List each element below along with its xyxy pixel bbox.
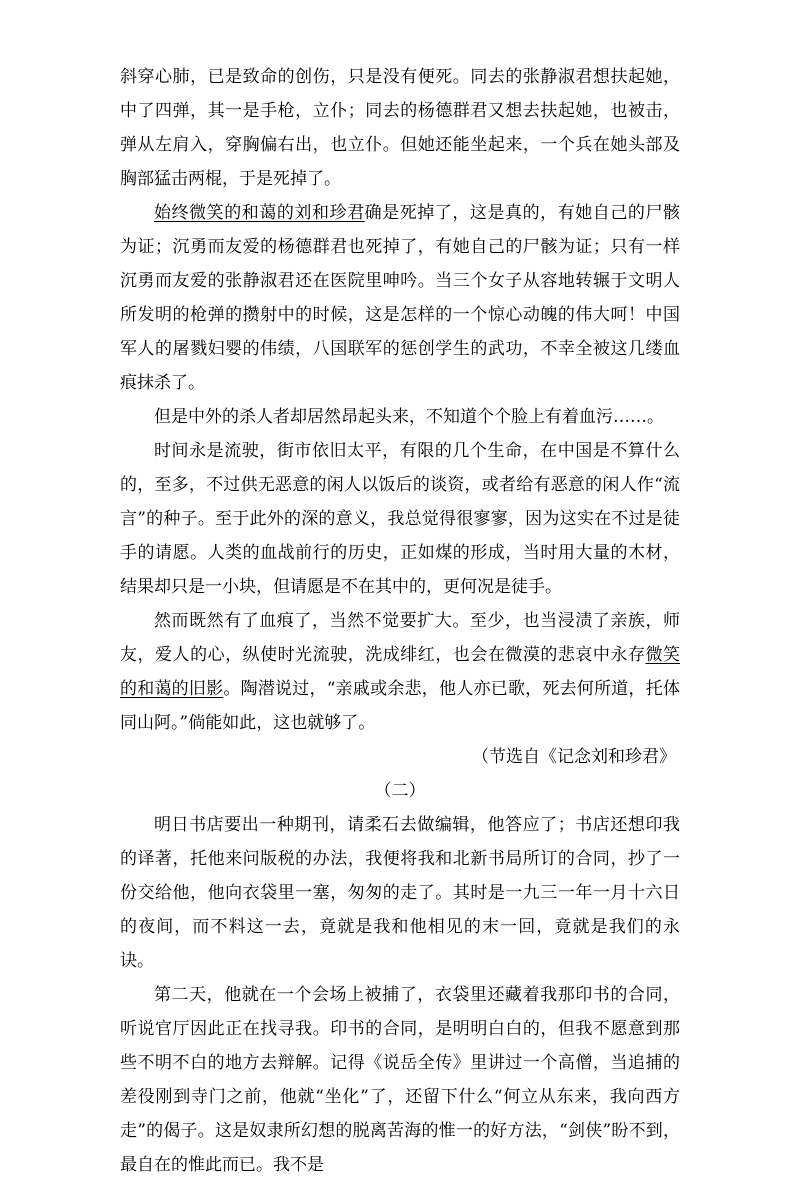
section-heading: （二） <box>374 781 426 801</box>
paragraph-6: 明日书店要出一种期刊，请柔石去做编辑，他答应了；书店还想印我的译著，托他来问版税的办法，我便将我和北新书局所订的合同，抄了一份交给他，他向衣袋里一塞，匆匆的走了。其时是一九三一年一月十六日的夜间，而不料这一去，竟就是我和他相见的末一回，竟就是我们的永诀。 <box>120 815 680 971</box>
source-citation: （节选自《记念刘和珍君》 <box>472 747 676 767</box>
paragraph-1: 斜穿心肺，已是致命的创伤，只是没有便死。同去的张静淑君想扶起她，中了四弹，其一是手枪，立仆；同去的杨德群君又想去扶起她，也被击，弹从左肩入，穿胸偏右出，也立仆。但她还能坐起来，一个兵在她头部及胸部猛击两棍，于是死掉了。 <box>120 67 680 189</box>
paragraph-5 <box>120 604 680 740</box>
paragraph-2-text: 确是死掉了，这是真的，有她自己的尸骸为证；沉勇而友爱的杨德群君也死掉了，有她自己的尸骸为证；只有一样沉勇而友爱的张静淑君还在医院里呻吟。当三个女子从容地转辗于文明人所发明的枪弹的攒射中的时候，这是怎样的一个惊心动魄的伟大呵！中国军人的屠戮妇婴的伟绩，八国联军的惩创学生的武功，不幸全被这几缕血痕抹杀了。 <box>120 203 681 393</box>
document-page <box>120 60 680 1182</box>
paragraph-5-text-after: 。陶潜说过，“亲戚或余悲，他人亦已歌，死去何所道，托体同山阿。”倘能如此，这也就够了。 <box>120 679 680 733</box>
underlined-phrase-liu-hezhen: 始终微笑的和蔼的刘和珍君 <box>154 203 365 223</box>
paragraph-7: 第二天，他就在一个会场上被捕了，衣袋里还藏着我那印书的合同，听说官厅因此正在找寻我。印书的合同，是明明白白的，但我不愿意到那些不明不白的地方去辩解。记得《说岳全传》里讲过一个高僧，当追捕的差役刚到寺门之前，他就“坐化”了，还留下什么“何立从东来，我向西方走”的偈子。这是奴隶所幻想的脱离苦海的惟一的好方法，“剑侠”盼不到，最自在的惟此而已。我不是 <box>120 985 680 1175</box>
paragraph-5-text-before: 然而既然有了血痕了，当然不觉要扩大。至少，也当浸渍了亲族，师友，爱人的心，纵使时光流驶，洗成绯红，也会在微漠的悲哀中永存 <box>120 611 680 665</box>
paragraph-4: 时间永是流驶，街市依旧太平，有限的几个生命，在中国是不算什么的，至多，不过供无恶意的闲人以饭后的谈资，或者给有恶意的闲人作“流言”的种子。至于此外的深的意义，我总觉得很寥寥，因为这实在不过是徒手的请愿。人类的血战前行的历史，正如煤的形成，当时用大量的木材，结果却只是一小块，但请愿是不在其中的，更何况是徒手。 <box>120 441 680 597</box>
paragraph-3: 但是中外的杀人者却居然昂起头来，不知道个个脸上有着血污……。 <box>154 407 664 427</box>
underlined-phrase-old-image: 微笑的和蔼的旧影 <box>120 645 681 699</box>
paragraph-2 <box>120 196 680 400</box>
